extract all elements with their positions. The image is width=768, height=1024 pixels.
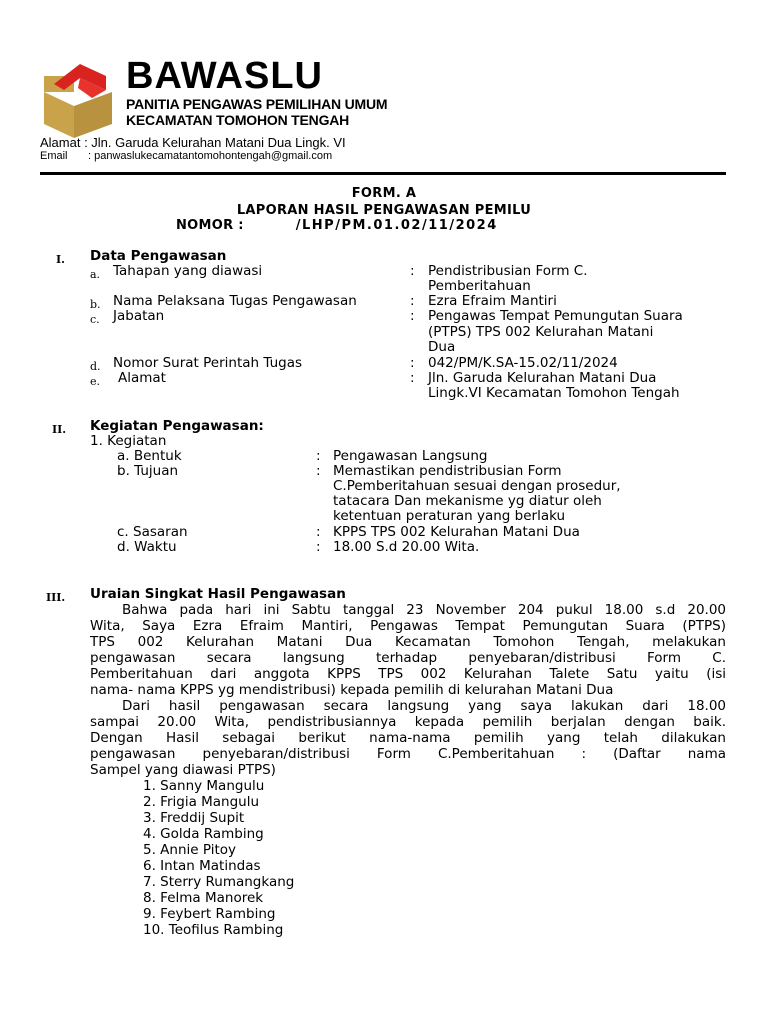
uraian-line: Dengan Hasil sebagai berikut nama-nama pemilih yang telah dilakukan	[90, 730, 726, 746]
row-c-colon: :	[410, 308, 415, 324]
org-address: Alamat : Jln. Garuda Kelurahan Matani Dua Lingk. VI	[40, 135, 346, 150]
uraian-line: Sampel yang diawasi PTPS)	[90, 762, 276, 778]
kegiatan-tujuan-value: ketentuan peraturan yang berlaku	[333, 508, 566, 524]
uraian-line: Dari hasil pengawasan secara langsung yang saya lakukan dari 18.00	[122, 698, 726, 714]
row-b-value: Ezra Efraim Mantiri	[428, 293, 557, 309]
row-a-letter: a.	[90, 268, 101, 281]
kegiatan-sasaran-value: KPPS TPS 002 Kelurahan Matani Dua	[333, 524, 580, 540]
row-c-value: Dua	[428, 339, 456, 355]
pemilih-list-item: 2. Frigia Mangulu	[143, 794, 260, 810]
row-a-label: Tahapan yang diawasi	[113, 263, 263, 279]
row-a-value: Pendistribusian Form C.	[428, 263, 588, 279]
kegiatan-waktu-colon: :	[316, 539, 321, 555]
org-subtitle-2: KECAMATAN TOMOHON TENGAH	[126, 112, 350, 128]
kegiatan-tujuan-value: tatacara Dan mekanisme yg diatur oleh	[333, 493, 602, 509]
kegiatan-waktu-value: 18.00 S.d 20.00 Wita.	[333, 539, 480, 555]
uraian-line: pengawasan secara langsung terhadap penyebaran/distribusi Form C.	[90, 650, 726, 666]
row-c-value: Pengawas Tempat Pemungutan Suara	[428, 308, 683, 324]
section-2-heading: Kegiatan Pengawasan:	[90, 418, 264, 434]
org-subtitle-1: PANITIA PENGAWAS PEMILIHAN UMUM	[126, 96, 388, 112]
pemilih-list-item: 3. Freddij Supit	[143, 810, 245, 826]
nomor-label: NOMOR :	[176, 218, 244, 233]
row-e-value: Jln. Garuda Kelurahan Matani Dua	[428, 370, 657, 386]
section-3-number: III.	[46, 591, 66, 604]
org-email	[40, 150, 333, 163]
row-d-value: 042/PM/K.SA-15.02/11/2024	[428, 355, 618, 371]
form-title: FORM. A	[351, 186, 417, 201]
row-e-label: Alamat	[118, 370, 166, 386]
row-b-label: Nama Pelaksana Tugas Pengawasan	[113, 293, 357, 309]
nomor-value: /LHP/PM.01.02/11/2024	[295, 218, 498, 233]
kegiatan-waktu-label: d. Waktu	[117, 539, 177, 555]
kegiatan-bentuk-value: Pengawasan Langsung	[333, 448, 488, 464]
kegiatan-sasaran-label: c. Sasaran	[117, 524, 188, 540]
pemilih-list-item: 9. Feybert Rambing	[143, 906, 276, 922]
row-d-colon: :	[410, 355, 415, 371]
uraian-line: sampai 20.00 Wita, pendistribusiannya kepada pemilih berjalan dengan baik.	[90, 714, 726, 730]
uraian-line: TPS 002 Kelurahan Matani Dua Kecamatan Tomohon Tengah, melakukan	[90, 634, 726, 650]
report-number	[176, 218, 498, 233]
pemilih-list-item: 10. Teofilus Rambing	[143, 922, 284, 938]
row-e-value: Lingk.VI Kecamatan Tomohon Tengah	[428, 385, 680, 401]
section-1-number: I.	[56, 253, 65, 266]
row-a-colon: :	[410, 263, 415, 279]
kegiatan-bentuk-label: a. Bentuk	[117, 448, 182, 464]
pemilih-list-item: 1. Sanny Mangulu	[143, 778, 265, 794]
row-b-colon: :	[410, 293, 415, 309]
uraian-line: Bahwa pada hari ini Sabtu tanggal 23 November 204 pukul 18.00 s.d 20.00	[122, 602, 726, 618]
uraian-line: pengawasan penyebaran/distribusi Form C.Pemberitahuan : (Daftar nama	[90, 746, 726, 762]
kegiatan-tujuan-value: C.Pemberitahuan sesuai dengan prosedur,	[333, 478, 621, 494]
pemilih-list-item: 8. Felma Manorek	[143, 890, 264, 906]
pemilih-list-item: 4. Golda Rambing	[143, 826, 264, 842]
kegiatan-bentuk-colon: :	[316, 448, 321, 464]
section-2-subheading: 1. Kegiatan	[90, 433, 167, 449]
kegiatan-sasaran-colon: :	[316, 524, 321, 540]
section-3-heading: Uraian Singkat Hasil Pengawasan	[90, 586, 346, 602]
row-d-letter: d.	[90, 360, 101, 373]
pemilih-list-item: 5. Annie Pitoy	[143, 842, 237, 858]
row-d-label: Nomor Surat Perintah Tugas	[113, 355, 303, 371]
kegiatan-tujuan-colon: :	[316, 463, 321, 479]
row-b-letter: b.	[90, 298, 101, 311]
email-value: : panwaslukecamatantomohontengah@gmail.com	[88, 150, 333, 162]
pemilih-list-item: 6. Intan Matindas	[143, 858, 261, 874]
kegiatan-tujuan-value: Memastikan pendistribusian Form	[333, 463, 562, 479]
section-2-number: II.	[52, 423, 67, 436]
header-divider	[40, 172, 726, 175]
kegiatan-tujuan-label: b. Tujuan	[117, 463, 179, 479]
pemilih-list-item: 7. Sterry Rumangkang	[143, 874, 295, 890]
section-1-heading: Data Pengawasan	[90, 248, 227, 264]
row-a-value: Pemberitahuan	[428, 278, 531, 294]
report-title: LAPORAN HASIL PENGAWASAN PEMILU	[236, 203, 532, 218]
email-label: Email	[40, 150, 68, 162]
row-c-label: Jabatan	[113, 308, 165, 324]
row-c-value: (PTPS) TPS 002 Kelurahan Matani	[428, 324, 654, 340]
row-e-letter: e.	[90, 375, 101, 388]
bawaslu-logo-icon	[40, 58, 118, 140]
row-e-colon: :	[410, 370, 415, 386]
uraian-line: Pemberitahuan dari anggota KPPS TPS 002 Kelurahan Talete Satu yaitu (isi	[90, 666, 726, 682]
uraian-line: nama- nama KPPS yg mendistribusi) kepada pemilih di kelurahan Matani Dua	[90, 682, 614, 698]
org-name: BAWASLU	[126, 55, 323, 97]
row-c-letter: c.	[90, 313, 100, 326]
uraian-line: Wita, Saya Ezra Efraim Mantiri, Pengawas Tempat Pemungutan Suara (PTPS)	[90, 618, 726, 634]
